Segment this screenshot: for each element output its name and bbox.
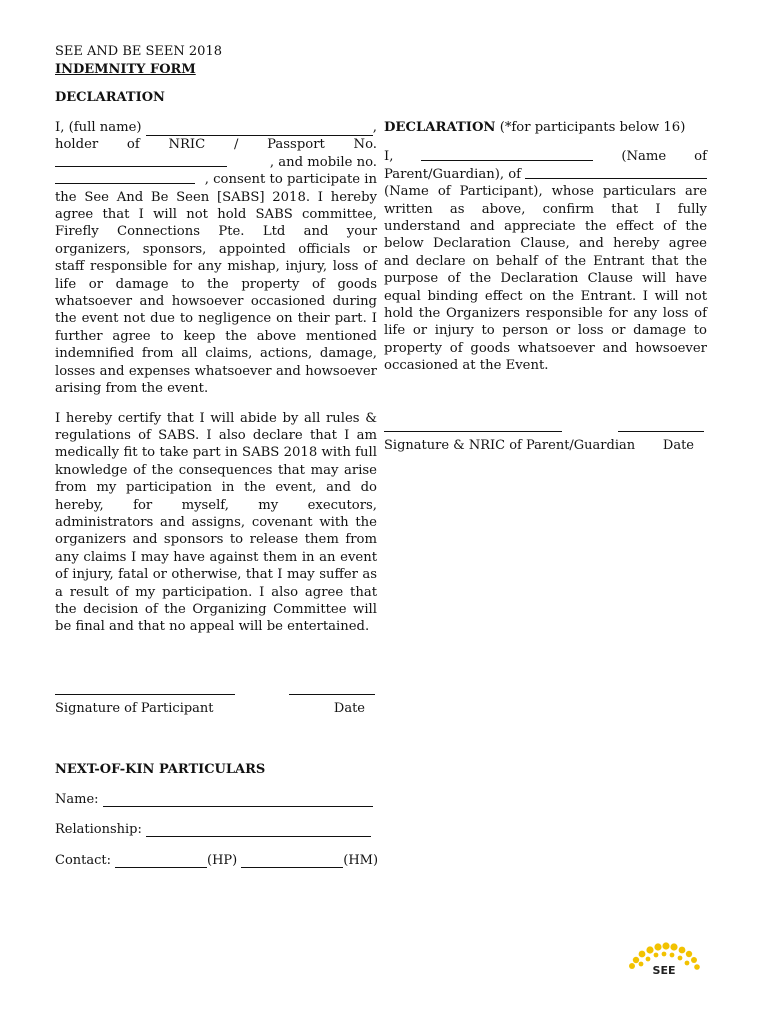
guardian-name-field[interactable] bbox=[421, 148, 593, 161]
declaration-column bbox=[55, 119, 377, 648]
event-title: SEE AND BE SEEN 2018 bbox=[55, 44, 222, 59]
nok-hp-label: (HP) bbox=[207, 853, 238, 868]
participant-signature-line[interactable] bbox=[55, 694, 235, 695]
nok-hm-field[interactable] bbox=[241, 855, 343, 868]
minor-declaration-note: (*for participants below 16) bbox=[499, 120, 686, 135]
guardian-signature-label: Signature & NRIC of Parent/Guardian bbox=[384, 438, 636, 453]
guardian-date-line[interactable] bbox=[618, 431, 704, 432]
full-name-prefix: I, (full name) bbox=[55, 120, 142, 135]
word-holder: holder bbox=[55, 137, 99, 153]
full-name-field[interactable] bbox=[146, 123, 373, 136]
form-title: INDEMNITY FORM bbox=[55, 62, 196, 77]
nok-contact-row bbox=[55, 853, 378, 868]
mobile-line bbox=[55, 171, 377, 188]
minor-declaration-heading: DECLARATION bbox=[384, 120, 496, 135]
participant-signature-label: Signature of Participant bbox=[55, 701, 214, 716]
full-name-line bbox=[55, 119, 377, 136]
guardian-date-label: Date bbox=[662, 438, 694, 453]
nok-contact-label: Contact: bbox=[55, 853, 112, 868]
mobile-number-field[interactable] bbox=[55, 171, 195, 184]
participant-date-label: Date bbox=[333, 701, 365, 716]
nok-name-row bbox=[55, 792, 373, 807]
declaration-body: the See And Be Seen [SABS] 2018. I hereby agree that I will not hold SABS committee, Firefly Connections Pte. Ltd and your organizers, sponsors, appointed officials or staff responsible for any mishap, injury, loss of life or damage to the property of goods whatsoever and howsoever occasioned during the event not due to negligence on their part. I further agree to keep the above mentioned indemnified from all claims, actions, damage, losses and expenses whatsoever and howsoever arising from the event. bbox=[55, 189, 377, 397]
nok-name-field[interactable] bbox=[103, 794, 373, 807]
declaration-heading: DECLARATION bbox=[55, 90, 165, 105]
word-passport: Passport bbox=[267, 137, 325, 153]
nok-relationship-row bbox=[55, 822, 371, 837]
guardian-signature-block bbox=[384, 431, 704, 453]
mobile-label: , and mobile no. bbox=[269, 154, 377, 170]
participant-name-field[interactable] bbox=[525, 166, 707, 179]
certify-paragraph: I hereby certify that I will abide by all rules & regulations of SABS. I also declare that I am medically fit to take part in SABS 2018 with full knowledge of the consequences that may arise from my participation in the event, and do hereby, for myself, my executors, administrators and assigns, covenant with the organizers and sponsors to release them from any claims I may have against them in an event of injury, fatal or otherwise, that I may suffer as a result of my participation. I also agree that the decision of the Organizing Committee will be final and that no appeal will be entertained. bbox=[55, 410, 377, 635]
nok-hm-label: (HM) bbox=[343, 853, 379, 868]
guardian-of-label: of bbox=[694, 149, 707, 165]
nok-relationship-field[interactable] bbox=[146, 824, 371, 837]
guardian-name-label: (Name bbox=[621, 149, 667, 165]
consent-text: , consent to participate in bbox=[204, 172, 377, 188]
nric-line bbox=[55, 136, 377, 153]
minor-declaration-body: (Name of Participant), whose particulars are written as above, confirm that I fully understand and appreciate the effect of the below Declaration Clause, and hereby agree and declare on behalf of the Entrant that the purpose of the Declaration Clause will have equal binding effect on the Entrant. I will not hold the Organizers responsible for any loss of life or injury to person or loss or damage to property of goods whatsoever and howsoever occasioned at the Event. bbox=[384, 184, 707, 374]
participant-name-line bbox=[384, 166, 707, 183]
guardian-i: I, bbox=[384, 149, 394, 165]
passport-number-field[interactable] bbox=[55, 154, 227, 167]
nok-name-label: Name: bbox=[55, 792, 99, 807]
see-logo-icon bbox=[624, 940, 704, 974]
parent-guardian-of: Parent/Guardian), of bbox=[384, 166, 522, 182]
nok-relationship-label: Relationship: bbox=[55, 822, 142, 837]
word-nric: NRIC bbox=[168, 137, 206, 153]
full-name-comma: , bbox=[372, 120, 377, 135]
word-of: of bbox=[126, 137, 140, 153]
passport-line bbox=[55, 154, 377, 171]
participant-date-line[interactable] bbox=[289, 694, 375, 695]
minor-declaration-column bbox=[384, 119, 707, 387]
word-no: No. bbox=[353, 137, 377, 153]
nok-hp-field[interactable] bbox=[115, 855, 207, 868]
logo-text: SEE bbox=[652, 964, 676, 974]
guardian-name-line bbox=[384, 148, 707, 165]
next-of-kin-heading: NEXT-OF-KIN PARTICULARS bbox=[55, 762, 266, 777]
word-slash: / bbox=[233, 137, 239, 153]
minor-declaration-title bbox=[384, 119, 707, 136]
participant-signature-block bbox=[55, 694, 375, 716]
guardian-signature-line[interactable] bbox=[384, 431, 562, 432]
